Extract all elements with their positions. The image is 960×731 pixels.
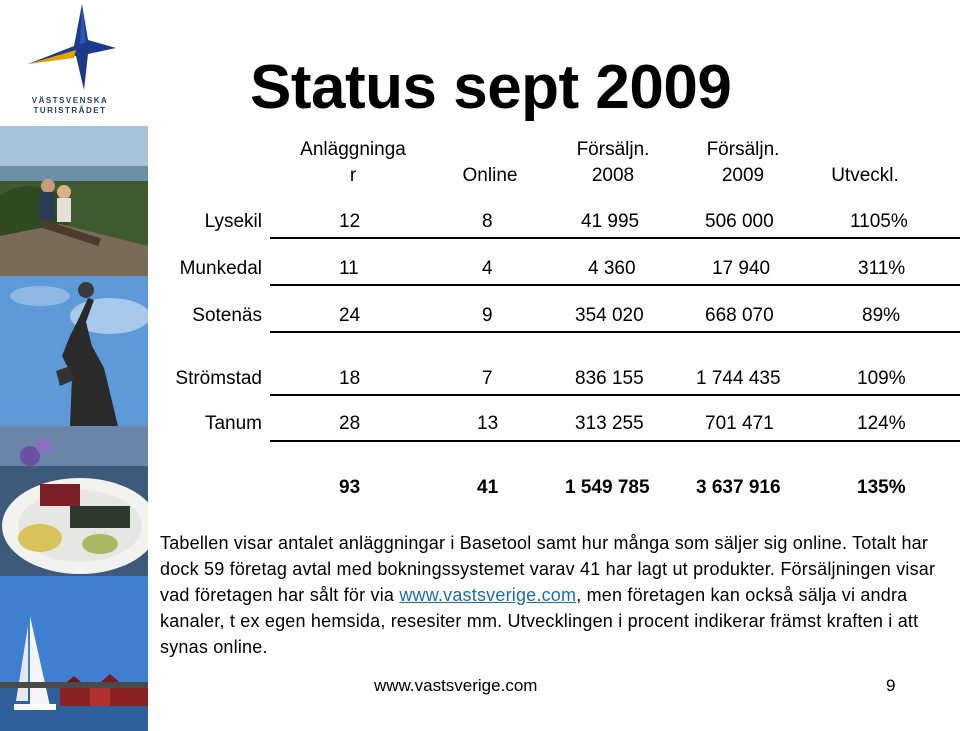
total-anlaggningar: 93 [339, 477, 361, 498]
total-online: 41 [477, 477, 499, 498]
cell-forsaljn-2008: 836 155 [575, 368, 644, 389]
row-label: Sotenäs [192, 305, 262, 326]
cell-forsaljn-2009: 668 070 [705, 305, 774, 326]
footer-url: www.vastsverige.com [374, 676, 538, 695]
cell-utveckl: 124% [857, 413, 906, 434]
cell-anlaggningar: 24 [339, 305, 361, 326]
cell-online: 9 [482, 305, 493, 326]
description-part1: Tabellen visar antalet anläggningar i Basetool samt hur många som säljer sig online. Totalt har dock 59 företag avtal med bokningssystemet varav 41 har lagt ut produkter. Försäljningen visar vad företagen har sålt för via [160, 533, 936, 605]
logo-line2: TURISTRÅDET [33, 106, 107, 115]
cell-online: 7 [482, 368, 493, 389]
photo-sailboat [0, 576, 148, 731]
row-label: Strömstad [175, 368, 262, 389]
photo-hikers [0, 126, 148, 276]
cell-forsaljn-2009: 701 471 [705, 413, 774, 434]
vastsverige-link[interactable]: www.vastsverige.com [399, 585, 577, 605]
row-divider [270, 331, 960, 333]
header-line2: 2008 [591, 165, 635, 186]
header-line1: Försäljn. [706, 139, 780, 160]
row-label: Lysekil [204, 211, 262, 232]
cell-forsaljn-2009: 17 940 [712, 258, 771, 279]
cell-utveckl: 1105% [850, 211, 908, 232]
header-line2: r [349, 165, 357, 186]
row-divider [270, 394, 960, 396]
total-forsaljn-2008: 1 549 785 [565, 477, 650, 498]
logo-text [18, 96, 122, 116]
cell-anlaggningar: 28 [339, 413, 361, 434]
row-label: Munkedal [179, 258, 262, 279]
cell-utveckl: 109% [857, 368, 906, 389]
cell-anlaggningar: 12 [339, 211, 361, 232]
column-header-online [440, 137, 540, 189]
column-header-utveckl [810, 137, 920, 189]
description-paragraph [160, 530, 940, 660]
cell-anlaggningar: 11 [339, 258, 359, 279]
page-number: 9 [886, 676, 896, 695]
column-header-anlaggningar [282, 137, 424, 189]
header-line1: Anläggninga [300, 139, 406, 160]
cell-forsaljn-2009: 1 744 435 [696, 368, 781, 389]
cell-forsaljn-2009: 506 000 [705, 211, 774, 232]
column-header-forsaljn-2008 [558, 137, 668, 189]
header-line1 [440, 137, 540, 163]
header-line2: Utveckl. [831, 165, 899, 186]
header-line2: Online [462, 165, 518, 186]
cell-utveckl: 89% [862, 305, 901, 326]
description-part2: , men företagen kan också sälja vi andra kanaler, t ex egen hemsida, resesiter mm. Utvecklingen i procent indikerar främst kraften i att synas online. [160, 585, 919, 657]
total-utveckl: 135% [857, 477, 906, 498]
cell-online: 13 [477, 413, 499, 434]
row-divider [270, 237, 960, 239]
cell-utveckl: 311% [858, 258, 906, 279]
cell-anlaggningar: 18 [339, 368, 361, 389]
column-header-forsaljn-2009 [688, 137, 798, 189]
row-divider [270, 440, 960, 442]
photo-statue [0, 276, 148, 426]
cell-forsaljn-2008: 354 020 [575, 305, 644, 326]
row-divider [270, 284, 960, 286]
page-title: Status sept 2009 [250, 53, 732, 122]
row-label: Tanum [204, 413, 262, 434]
logo [18, 4, 122, 116]
header-line1: Försäljn. [576, 139, 650, 160]
header-line2: 2009 [721, 165, 765, 186]
photo-food [0, 426, 148, 576]
logo-line1: VÄSTSVENSKA [31, 96, 109, 105]
header-line1 [810, 137, 920, 163]
star-logo-icon [24, 4, 116, 92]
cell-forsaljn-2008: 313 255 [575, 413, 644, 434]
cell-online: 4 [482, 258, 493, 279]
cell-online: 8 [482, 211, 493, 232]
cell-forsaljn-2008: 4 360 [588, 258, 636, 279]
cell-forsaljn-2008: 41 995 [581, 211, 640, 232]
total-forsaljn-2009: 3 637 916 [696, 477, 781, 498]
